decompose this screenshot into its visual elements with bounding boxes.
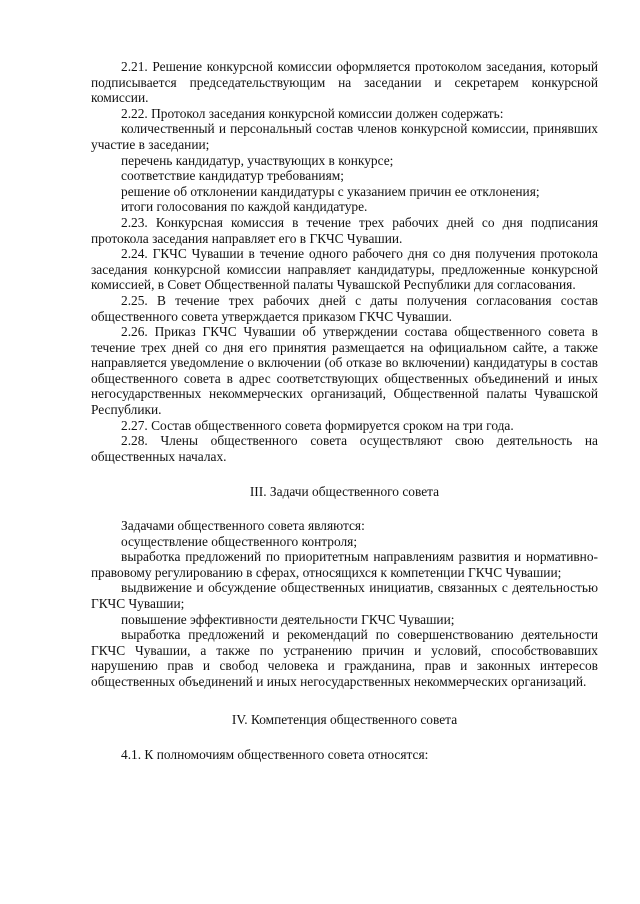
section-3-body <box>91 518 598 690</box>
task-item: выработка предложений и рекомендаций по совершенствованию деятельности ГКЧС Чувашии, а также по устранению причин и условий, способствовавших нарушению прав и свобод человека и гражданина, прав и законных интересов общественных объединений и иных негосударственных некоммерческих организаций. <box>91 627 598 689</box>
protocol-item: итоги голосования по каждой кандидатуре. <box>121 199 368 215</box>
tasks-intro: Задачами общественного совета являются: <box>121 518 365 534</box>
task-item: повышение эффективности деятельности ГКЧС Чувашии; <box>121 611 455 627</box>
protocol-item: перечень кандидатур, участвующих в конкурсе; <box>121 152 394 168</box>
protocol-item: решение об отклонении кандидатуры с указанием причин ее отклонения; <box>121 183 540 199</box>
protocol-item: количественный и персональный состав членов конкурсной комиссии, принявших участие в заседании; <box>91 121 598 152</box>
clause-2-28: 2.28. Члены общественного совета осуществляют свою деятельность на общественных началах. <box>91 433 598 464</box>
clause-2-24: 2.24. ГКЧС Чувашии в течение одного рабочего дня со дня получения протокола заседания конкурсной комиссии направляет кандидатуры, предложенные конкурсной комиссией, в Совет Общественной палаты Чувашской Республики для согласования. <box>91 246 598 293</box>
clause-2-23: 2.23. Конкурсная комиссия в течение трех рабочих дней со дня подписания протокола заседания направляет его в ГКЧС Чувашии. <box>91 214 598 246</box>
clause-2-21: 2.21. Решение конкурсной комиссии оформляется протоколом заседания, который подписывается председательствующим на заседании и секретарем конкурсной комиссии. <box>91 59 598 106</box>
task-item: осуществление общественного контроля; <box>121 533 358 549</box>
section-4-body <box>91 747 598 763</box>
task-item: выдвижение и обсуждение общественных инициатив, связанных с деятельностью ГКЧС Чувашии; <box>91 580 598 611</box>
clause-2-26: 2.26. Приказ ГКЧС Чувашии об утверждении состава общественного совета в течение трех дней со дня его принятия размещается на официальном сайте, а также направляется уведомление о включении (об отказе во включении) кандидатуры в состав общественного совета в адрес соответствующих общественных объединений и иных негосударственных некоммерческих организаций, Общественной палаты Чувашской Республики. <box>91 324 598 418</box>
clause-2-27: 2.27. Состав общественного совета формируется сроком на три года. <box>121 417 514 433</box>
clause-2-25: 2.25. В течение трех рабочих дней с даты получения согласования состав общественного совета утверждается приказом ГКЧС Чувашии. <box>91 292 598 324</box>
task-item: выработка предложений по приоритетным направлениям развития и нормативно-правовому регулированию в сферах, относящихся к компетенции ГКЧС Чувашии; <box>91 549 598 580</box>
section-4-heading: IV. Компетенция общественного совета <box>231 711 458 727</box>
protocol-item: соответствие кандидатур требованиям; <box>121 168 344 184</box>
clause-4-1: 4.1. К полномочиям общественного совета относятся: <box>121 747 429 763</box>
section-2-tail <box>91 59 598 464</box>
section-3-heading: III. Задачи общественного совета <box>249 484 440 500</box>
clause-2-22: 2.22. Протокол заседания конкурсной комиссии должен содержать: <box>121 105 504 121</box>
